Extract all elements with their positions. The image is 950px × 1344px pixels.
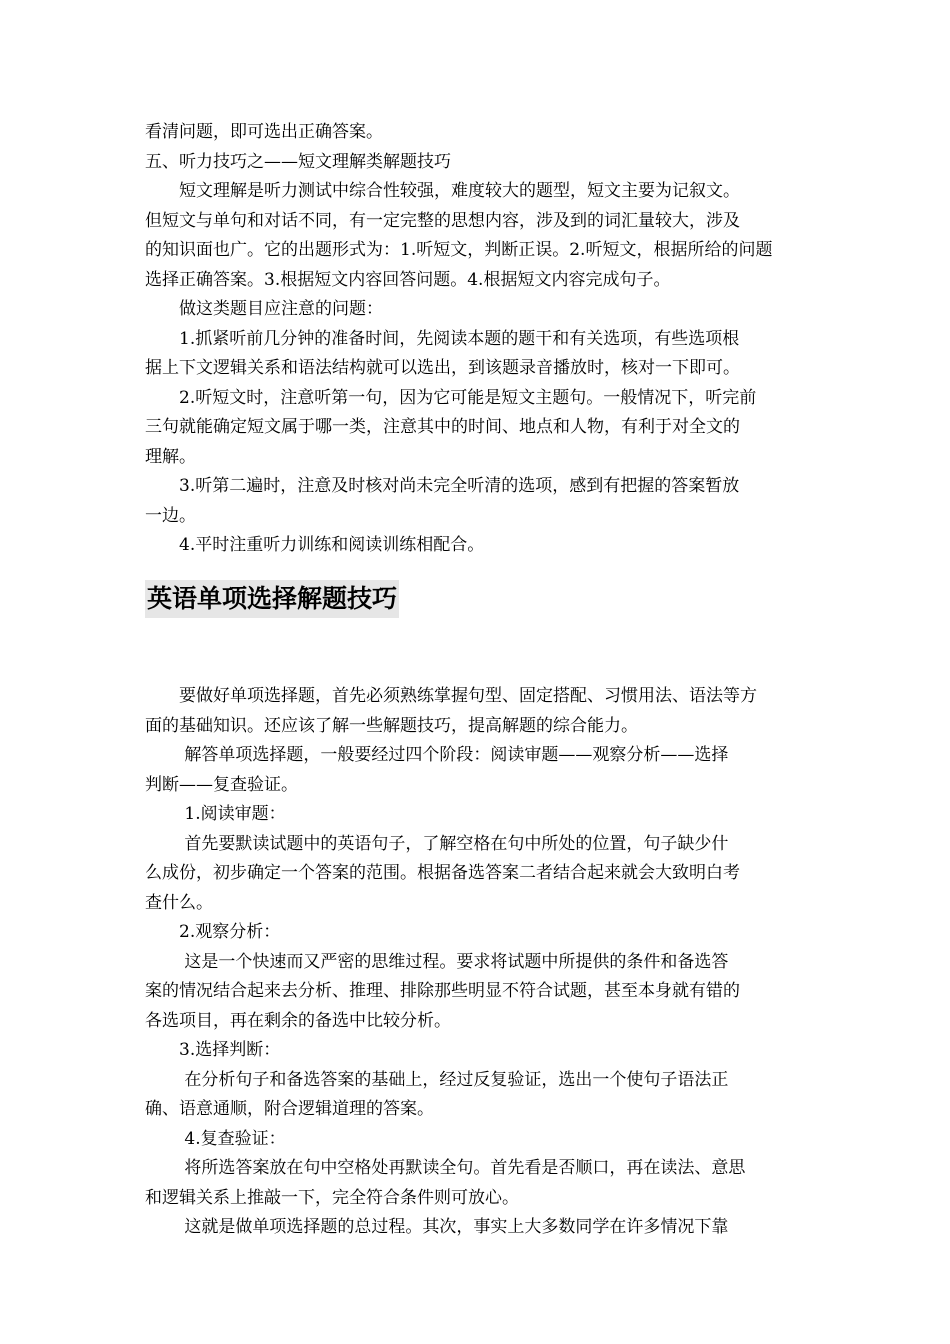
step-title-line: 4.复查验证： [145, 1128, 286, 1149]
section1-text [145, 118, 807, 561]
paragraph-line: 解答单项选择题，一般要经过四个阶段：阅读审题——观察分析——选择 [145, 745, 729, 765]
list-item-line: 3.听第二遍时，注意及时核对尚未完全听清的选项，感到有把握的答案暂放 [145, 476, 740, 496]
paragraph-line: 首先要默读试题中的英语句子，了解空格在句中所处的位置，句子缺少什 [145, 833, 729, 854]
list-item-line: 据上下文逻辑关系和语法结构就可以选出，到该题录音播放时，核对一下即可。 [145, 358, 740, 378]
paragraph-line: 短文理解是听力测试中综合性较强，难度较大的题型，短文主要为记叙文。 [145, 181, 740, 201]
paragraph-line: 要做好单项选择题，首先必须熟练掌握句型、固定搭配、习惯用法、语法等方 [145, 686, 757, 706]
list-item-line: 三句就能确定短文属于哪一类，注意其中的时间、地点和人物，有利于对全文的 [145, 417, 740, 437]
paragraph-line: 确、语意通顺，附合逻辑道理的答案。 [145, 1099, 434, 1119]
list-item-line: 理解。 [145, 446, 196, 467]
list-item-line: 4.平时注重听力训练和阅读训练相配合。 [145, 535, 485, 555]
section2-heading: 英语单项选择解题技巧 [145, 580, 399, 618]
paragraph-line: 么成份，初步确定一个答案的范围。根据备选答案二者结合起来就会大致明白考 [145, 863, 740, 883]
paragraph-line: 判断——复查验证。 [145, 774, 298, 795]
paragraph-line: 这是一个快速而又严密的思维过程。要求将试题中所提供的条件和备选答 [145, 951, 729, 972]
paragraph-line: 案的情况结合起来去分析、推理、排除那些明显不符合试题，甚至本身就有错的 [145, 981, 740, 1001]
list-item-line: 2.听短文时，注意听第一句，因为它可能是短文主题句。一般情况下，听完前 [145, 387, 757, 408]
paragraph-line: 做这类题目应注意的问题： [145, 299, 383, 319]
paragraph-line: 这就是做单项选择题的总过程。其次，事实上大多数同学在许多情况下靠 [145, 1217, 729, 1237]
list-item-line: 1.抓紧听前几分钟的准备时间，先阅读本题的题干和有关选项，有些选项根 [145, 328, 740, 349]
paragraph-line: 查什么。 [145, 892, 213, 913]
section1-title: 五、听力技巧之——短文理解类解题技巧 [145, 151, 451, 172]
step-title-line: 2.观察分析： [145, 922, 281, 942]
paragraph-line: 面的基础知识。还应该了解一些解题技巧，提高解题的综合能力。 [145, 715, 638, 736]
paragraph-line: 将所选答案放在句中空格处再默读全句。首先看是否顺口，再在读法、意思 [145, 1158, 746, 1178]
list-item-line: 一边。 [145, 505, 196, 526]
paragraph-line: 选择正确答案。3.根据短文内容回答问题。4.根据短文内容完成句子。 [145, 269, 671, 290]
section2-text [145, 682, 807, 1243]
paragraph-line: 和逻辑关系上推敲一下，完全符合条件则可放心。 [145, 1187, 519, 1208]
step-title-line: 1.阅读审题： [145, 804, 286, 824]
paragraph-line: 各选项目，再在剩余的备选中比较分析。 [145, 1010, 451, 1031]
paragraph-line: 在分析句子和备选答案的基础上，经过反复验证，选出一个使句子语法正 [145, 1069, 729, 1090]
paragraph-line: 但短文与单句和对话不同，有一定完整的思想内容，涉及到的词汇量较大，涉及 [145, 210, 740, 231]
paragraph-line: 的知识面也广。它的出题形式为：1.听短文，判断正误。2.听短文，根据所给的问题 [145, 240, 773, 260]
intro-tail-line: 看清问题，即可选出正确答案。 [145, 122, 383, 142]
step-title-line: 3.选择判断： [145, 1040, 281, 1060]
